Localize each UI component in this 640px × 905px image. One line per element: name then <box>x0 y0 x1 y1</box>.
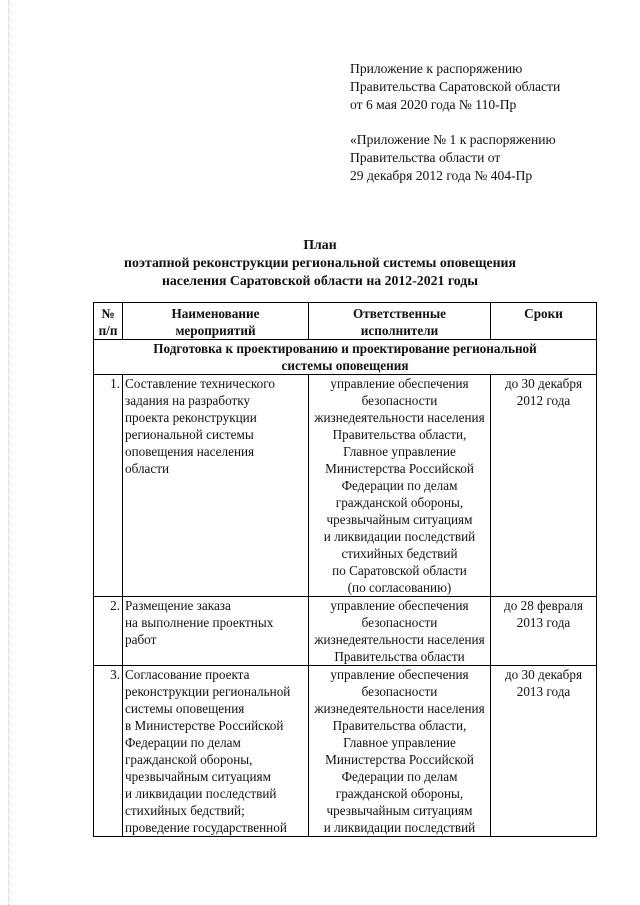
activity-name-cell-line: системы оповещения <box>125 701 245 716</box>
deadline-cell <box>491 375 597 597</box>
responsible-cell-line: Правительства области, <box>332 427 467 442</box>
responsible-cell-line: жизнедеятельности населения <box>314 410 485 425</box>
section-title: Подготовка к проектированию и проектирование региональной системы оповещения <box>94 340 597 375</box>
responsible-cell-line: Главное управление <box>343 735 456 750</box>
plan-table <box>93 302 597 837</box>
responsible-cell-line: безопасности <box>361 684 438 699</box>
responsible-cell <box>309 666 491 837</box>
responsible-cell-line: Министерства Российской <box>325 752 474 767</box>
section-row <box>94 340 597 375</box>
responsible-cell <box>309 375 491 597</box>
original-appendix-line-1: «Приложение № 1 к распоряжению <box>350 132 556 147</box>
deadline-cell-line: до 30 декабря <box>504 376 583 391</box>
activity-name-cell-line: в Министерстве Российской <box>125 718 284 733</box>
activity-name-cell-line: и ликвидации последствий <box>125 786 277 801</box>
activity-name-cell <box>123 597 309 666</box>
table-row <box>94 597 597 666</box>
responsible-cell-line: (по согласованию) <box>347 580 452 595</box>
appendix-line-3: от 6 мая 2020 года № 110-Пр <box>350 97 517 112</box>
deadline-cell-line: до 28 февраля <box>504 598 583 613</box>
responsible-cell-line: безопасности <box>361 393 438 408</box>
activity-name-cell-line: Размещение заказа <box>125 598 231 613</box>
responsible-cell-line: гражданской обороны, <box>335 495 464 510</box>
table-header-row <box>94 303 597 340</box>
deadline-cell-line: до 30 декабря <box>504 667 583 682</box>
activity-name-cell-line: региональной системы <box>125 427 254 442</box>
document-title <box>0 236 640 290</box>
responsible-cell-line: Министерства Российской <box>325 461 474 476</box>
activity-name-cell-line: проведение государственной <box>125 820 287 835</box>
responsible-cell-line: чрезвычайным ситуациям <box>326 803 473 818</box>
activity-name-cell-line: стихийных бедствий; <box>125 803 245 818</box>
title-line-1: План <box>303 237 337 252</box>
appendix-line-1: Приложение к распоряжению <box>350 61 523 76</box>
activity-name-cell-line: оповещения населения <box>125 444 255 459</box>
responsible-cell-line: управление обеспечения <box>330 667 469 682</box>
activity-name-cell-line: Согласование проекта <box>125 667 250 682</box>
row-number: 1. <box>94 375 123 597</box>
activity-name-cell-line: задания на разработку <box>125 393 251 408</box>
activity-name-cell-line: гражданской обороны, <box>125 752 253 767</box>
responsible-cell-line: и ликвидации последствий <box>323 529 476 544</box>
activity-name-cell-line: области <box>125 461 170 476</box>
original-appendix-line-3: 29 декабря 2012 года № 404-Пр <box>350 168 533 183</box>
header-activity-name: Наименование мероприятий <box>123 303 309 340</box>
activity-name-cell-line: на выполнение проектных <box>125 615 274 630</box>
activity-name-cell-line: проекта реконструкции <box>125 410 257 425</box>
table-body <box>94 375 597 837</box>
activity-name-cell <box>123 666 309 837</box>
row-number: 2. <box>94 597 123 666</box>
responsible-cell-line: и ликвидации последствий <box>323 820 476 835</box>
activity-name-cell-line: чрезвычайным ситуациям <box>125 769 271 784</box>
deadline-cell-line: 2013 года <box>516 684 571 699</box>
activity-name-cell-line: реконструкции региональной <box>125 684 291 699</box>
responsible-cell-line: чрезвычайным ситуациям <box>326 512 473 527</box>
title-line-2: поэтапной реконструкции региональной системы оповещения <box>124 255 516 270</box>
header-deadline: Сроки <box>491 303 597 340</box>
responsible-cell-line: Правительства области <box>334 649 465 664</box>
appendix-header <box>350 60 560 185</box>
header-number: № п/п <box>94 303 123 340</box>
responsible-cell-line: управление обеспечения <box>330 376 469 391</box>
responsible-cell-line: гражданской обороны, <box>335 786 464 801</box>
row-number: 3. <box>94 666 123 837</box>
responsible-cell-line: Федерации по делам <box>341 769 458 784</box>
responsible-cell-line: жизнедеятельности населения <box>314 701 485 716</box>
deadline-cell-line: 2013 года <box>516 615 571 630</box>
appendix-line-2: Правительства Саратовской области <box>350 79 561 94</box>
responsible-cell <box>309 597 491 666</box>
responsible-cell-line: безопасности <box>361 615 438 630</box>
table-row <box>94 666 597 837</box>
deadline-cell-line: 2012 года <box>516 393 571 408</box>
responsible-cell-line: Федерации по делам <box>341 478 458 493</box>
table-row <box>94 375 597 597</box>
deadline-cell <box>491 666 597 837</box>
responsible-cell-line: Главное управление <box>343 444 456 459</box>
activity-name-cell <box>123 375 309 597</box>
title-line-3: населения Саратовской области на 2012-2021 годы <box>161 273 479 288</box>
activity-name-cell-line: работ <box>125 632 157 647</box>
header-responsible: Ответственные исполнители <box>309 303 491 340</box>
responsible-cell-line: жизнедеятельности населения <box>314 632 485 647</box>
original-appendix-line-2: Правительства области от <box>350 150 501 165</box>
deadline-cell <box>491 597 597 666</box>
responsible-cell-line: по Саратовской области <box>332 563 467 578</box>
responsible-cell-line: управление обеспечения <box>330 598 469 613</box>
activity-name-cell-line: Составление технического <box>125 376 275 391</box>
responsible-cell-line: стихийных бедствий <box>341 546 458 561</box>
activity-name-cell-line: Федерации по делам <box>125 735 241 750</box>
responsible-cell-line: Правительства области, <box>332 718 467 733</box>
page-edge <box>8 0 9 905</box>
